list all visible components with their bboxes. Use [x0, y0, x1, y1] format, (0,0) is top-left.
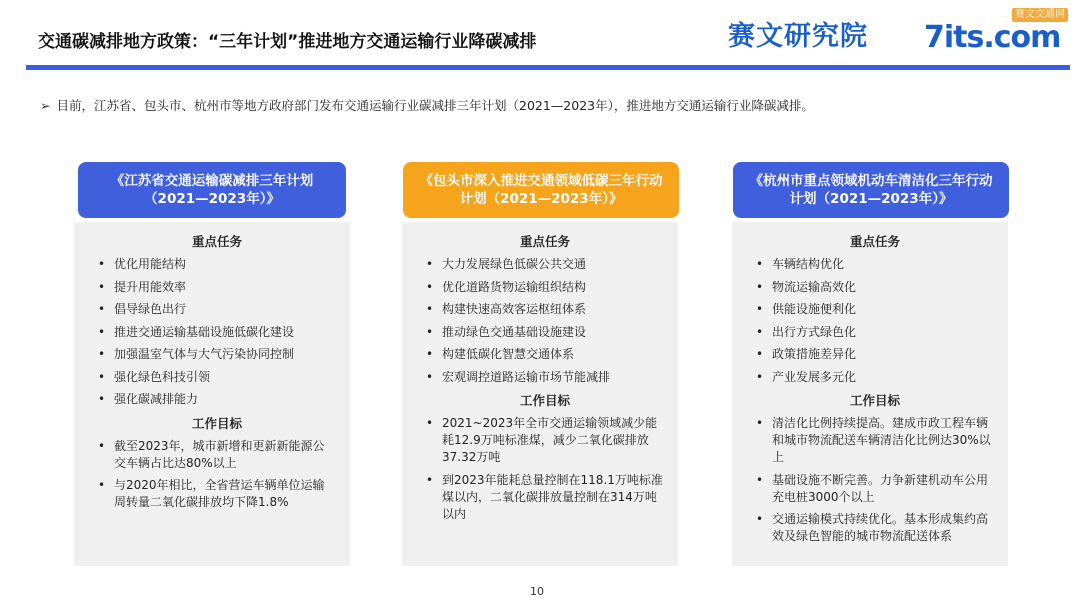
header-divider — [26, 65, 1070, 70]
list-item: • 强化绿色科技引领 — [98, 369, 336, 386]
list-item: • 宏观调控道路运输市场节能减排 — [426, 369, 664, 386]
tasks-heading: 重点任务 — [849, 234, 900, 249]
list-item: • 截至2023年，城市新增和更新新能源公交车辆占比达80%以上 — [98, 438, 336, 472]
list-item: • 车辆结构优化 — [756, 256, 994, 273]
list-item: • 优化道路货物运输组织结构 — [426, 279, 664, 296]
list-item: • 基础设施不断完善。力争新建机动车公用充电桩3000个以上 — [756, 472, 994, 506]
goals-list — [756, 415, 994, 545]
list-item: • 构建快速高效客运枢纽体系 — [426, 301, 664, 318]
page-title: 交通碳减排地方政策：“三年计划”推进地方交通运输行业降碳减排 — [38, 32, 537, 52]
list-item: • 构建低碳化智慧交通体系 — [426, 346, 664, 363]
saiwen-logo: 赛文研究院 — [728, 21, 868, 52]
intro-text: 目前，江苏省、包头市、杭州市等地方政府部门发布交通运输行业碳减排三年计划（2021—2023年），推进地方交通运输行业降碳减排。 — [56, 98, 814, 113]
tasks-list — [98, 256, 336, 408]
intro-line — [40, 96, 814, 114]
goals-heading: 工作目标 — [519, 393, 570, 408]
list-item: • 到2023年能耗总量控制在118.1万吨标准煤以内，二氧化碳排放量控制在314万吨以内 — [426, 472, 664, 523]
list-item: • 供能设施便利化 — [756, 301, 994, 318]
list-item: • 出行方式绿色化 — [756, 324, 994, 341]
7its-logo — [922, 8, 1072, 58]
list-item: • 加强温室气体与大气污染协同控制 — [98, 346, 336, 363]
list-item: • 与2020年相比，全省营运车辆单位运输周转量二氧化碳排放均下降1.8% — [98, 477, 336, 511]
list-item: • 大力发展绿色低碳公共交通 — [426, 256, 664, 273]
list-item: • 物流运输高效化 — [756, 279, 994, 296]
policy-card-hangzhou — [732, 222, 1008, 566]
page-number: 10 — [530, 585, 544, 598]
arrow-bullet-icon: ➢ — [40, 98, 51, 113]
7its-logo-tag: 赛文交通网 — [1012, 8, 1068, 22]
goals-heading: 工作目标 — [849, 393, 900, 408]
list-item: • 产业发展多元化 — [756, 369, 994, 386]
list-item: • 提升用能效率 — [98, 279, 336, 296]
goals-heading: 工作目标 — [191, 415, 242, 431]
list-item: • 交通运输模式持续优化。基本形成集约高效及绿色智能的城市物流配送体系 — [756, 511, 994, 545]
card-title-baotou: 《包头市深入推进交通领域低碳三年行动计划（2021—2023年）》 — [403, 162, 679, 218]
list-item: • 2021~2023年全市交通运输领域减少能耗12.9万吨标准煤，减少二氧化碳排放37.32万吨 — [426, 415, 664, 466]
7its-logo-mark: 7its.com — [924, 20, 1061, 55]
goals-list — [426, 415, 664, 523]
card-title-jiangsu: 《江苏省交通运输碳减排三年计划（2021—2023年）》 — [78, 162, 346, 218]
list-item: • 倡导绿色出行 — [98, 301, 336, 318]
tasks-heading: 重点任务 — [519, 234, 570, 249]
list-item: • 政策措施差异化 — [756, 346, 994, 363]
list-item: • 强化碳减排能力 — [98, 391, 336, 408]
policy-card-jiangsu — [74, 222, 350, 566]
list-item: • 清洁化比例持续提高。建成市政工程车辆和城市物流配送车辆清洁化比例达30%以上 — [756, 415, 994, 466]
list-item: • 推进交通运输基础设施低碳化建设 — [98, 324, 336, 341]
list-item: • 优化用能结构 — [98, 256, 336, 273]
goals-list — [98, 438, 336, 512]
list-item: • 推动绿色交通基础设施建设 — [426, 324, 664, 341]
tasks-heading: 重点任务 — [191, 234, 242, 249]
tasks-list — [426, 256, 664, 386]
tasks-list — [756, 256, 994, 386]
card-title-hangzhou: 《杭州市重点领域机动车清洁化三年行动计划（2021—2023年）》 — [733, 162, 1009, 218]
policy-card-baotou — [402, 222, 678, 566]
